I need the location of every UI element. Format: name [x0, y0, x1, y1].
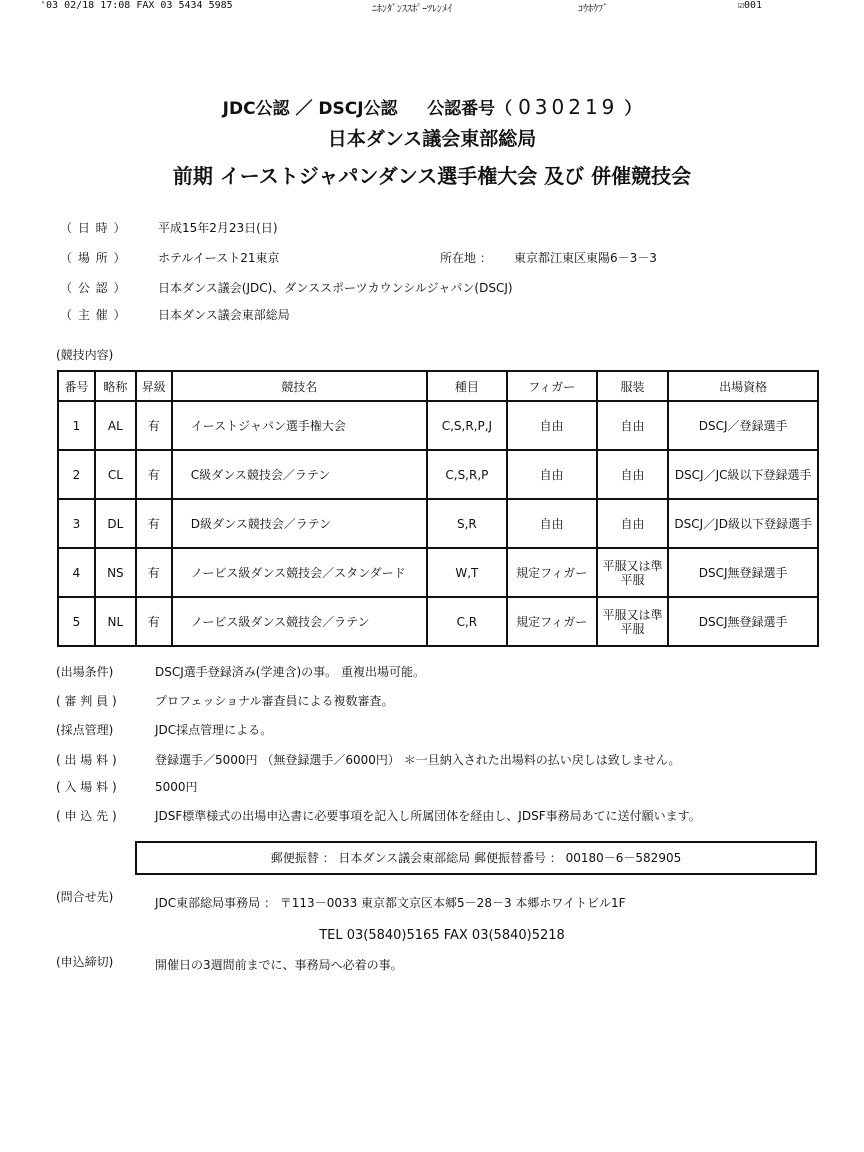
row-events: C,S,R,P [427, 450, 507, 499]
certification: JDC公認 ／ DSCJ公認 [222, 99, 398, 119]
row-figure: 規定フィガー [507, 548, 597, 597]
row-events: W,T [427, 548, 507, 597]
col-header-dress: 服装 [597, 371, 669, 401]
contact-tel-fax: TEL 03(5840)5165 FAX 03(5840)5218 [319, 928, 565, 943]
cert-number-label: 公認番号（ [427, 99, 513, 119]
row-dress: 自由 [597, 499, 669, 548]
row-qualification: DSCJ／JC級以下登録選手 [668, 450, 818, 499]
competition-label: (競技内容) [56, 348, 114, 362]
row-events: S,R [427, 499, 507, 548]
row-name: D級ダンス競技会／ラテン [172, 499, 427, 548]
col-header-qualification: 出場資格 [668, 371, 818, 401]
row-number: 1 [58, 401, 95, 450]
row-qualification: DSCJ／JD級以下登録選手 [668, 499, 818, 548]
condition-value: JDSF標準様式の出場申込書に必要事項を記入し所属団体を経由し、JDSF事務局あてに送付願います。 [155, 809, 701, 823]
row-name: C級ダンス競技会／ラテン [172, 450, 427, 499]
deadline-value: 開催日の3週間前までに、事務局へ必着の事。 [155, 958, 403, 972]
row-figure: 自由 [507, 499, 597, 548]
condition-value: JDC採点管理による。 [155, 723, 273, 737]
row-name: イーストジャパン選手権大会 [172, 401, 427, 450]
col-header-promotion: 昇級 [136, 371, 172, 401]
info-label-approval: （ 公 認 ） [60, 281, 127, 295]
col-header-abbr: 略称 [95, 371, 136, 401]
fax-sender: ﾆﾎﾝﾀﾞﾝｽｽﾎﾟｰﾂﾚﾝﾒｲ [372, 4, 452, 15]
condition-value: DSCJ選手登録済み(学連含)の事。 重複出場可能。 [155, 665, 425, 679]
row-promotion: 有 [136, 499, 172, 548]
row-abbr: NS [95, 548, 136, 597]
condition-label: ( 申 込 先 ) [56, 809, 117, 823]
competition-table [57, 370, 819, 647]
info-address-label: 所在地 ： [440, 251, 492, 265]
row-number: 4 [58, 548, 95, 597]
postal-transfer-box: 郵便振替 ： 日本ダンス議会東部総局 郵便振替番号 ： 00180－6－582905 [135, 841, 817, 875]
condition-value: 5000円 [155, 780, 198, 794]
info-value-approval: 日本ダンス議会(JDC)、ダンススポーツカウンシルジャパン(DSCJ) [158, 281, 513, 295]
table-row [58, 401, 818, 450]
col-header-events: 種目 [427, 371, 507, 401]
row-promotion: 有 [136, 597, 172, 646]
row-abbr: AL [95, 401, 136, 450]
cert-number: 030219 [518, 95, 619, 119]
certification-line [0, 94, 864, 119]
table-row [58, 450, 818, 499]
condition-label: ( 審 判 員 ) [56, 694, 117, 708]
info-value-date: 平成15年2月23日(日) [158, 221, 278, 235]
deadline-label: (申込締切) [56, 955, 114, 969]
fax-header [0, 0, 864, 14]
info-label-date: （ 日 時 ） [60, 221, 127, 235]
col-header-number: 番号 [58, 371, 95, 401]
condition-label: ( 出 場 料 ) [56, 753, 117, 767]
col-header-figure: フィガー [507, 371, 597, 401]
table-header-row [58, 371, 818, 401]
row-dress: 自由 [597, 401, 669, 450]
info-label-host: （ 主 催 ） [60, 308, 127, 322]
info-value-host: 日本ダンス議会東部総局 [158, 308, 290, 322]
row-number: 2 [58, 450, 95, 499]
row-promotion: 有 [136, 548, 172, 597]
row-events: C,R [427, 597, 507, 646]
fax-page: ☑001 [738, 0, 763, 11]
organizer-title: 日本ダンス議会東部総局 [327, 128, 537, 150]
cert-number-close: ） [624, 99, 642, 119]
table-row [58, 499, 818, 548]
fax-datetime: '03 02/18 17:08 FAX 03 5434 5985 [40, 0, 233, 11]
condition-label: (出場条件) [56, 665, 114, 679]
condition-label: (採点管理) [56, 723, 114, 737]
row-qualification: DSCJ／登録選手 [668, 401, 818, 450]
row-abbr: DL [95, 499, 136, 548]
info-label-venue: （ 場 所 ） [60, 251, 127, 265]
row-figure: 規定フィガー [507, 597, 597, 646]
row-name: ノービス級ダンス競技会／スタンダード [172, 548, 427, 597]
condition-value: 登録選手／5000円 （無登録選手／6000円） ＊一旦納入された出場料の払い戻しは致しません。 [155, 753, 681, 767]
table-row [58, 548, 818, 597]
fax-recipient: ｺｳﾎｳﾌﾞ [578, 4, 608, 15]
row-figure: 自由 [507, 401, 597, 450]
col-header-name: 競技名 [172, 371, 427, 401]
contact-label: (問合せ先) [56, 890, 114, 904]
row-number: 3 [58, 499, 95, 548]
row-dress: 自由 [597, 450, 669, 499]
row-events: C,S,R,P,J [427, 401, 507, 450]
condition-value: プロフェッショナル審査員による複数審査。 [155, 694, 394, 708]
row-number: 5 [58, 597, 95, 646]
info-value-venue: ホテルイースト21東京 [158, 251, 280, 265]
event-title: 前期 イーストジャパンダンス選手権大会 及び 併催競技会 [172, 164, 692, 188]
row-qualification: DSCJ無登録選手 [668, 597, 818, 646]
row-promotion: 有 [136, 450, 172, 499]
info-address-value: 東京都江東区東陽6－3－3 [514, 251, 657, 265]
row-dress: 平服又は準平服 [597, 597, 669, 646]
row-dress: 平服又は準平服 [597, 548, 669, 597]
table-row [58, 597, 818, 646]
contact-value: JDC東部総局事務局 ： 〒113－0033 東京都文京区本郷5－28－3 本郷ホワイトビル1F [155, 896, 626, 910]
row-name: ノービス級ダンス競技会／ラテン [172, 597, 427, 646]
row-promotion: 有 [136, 401, 172, 450]
row-abbr: NL [95, 597, 136, 646]
row-qualification: DSCJ無登録選手 [668, 548, 818, 597]
condition-label: ( 入 場 料 ) [56, 780, 117, 794]
row-figure: 自由 [507, 450, 597, 499]
row-abbr: CL [95, 450, 136, 499]
